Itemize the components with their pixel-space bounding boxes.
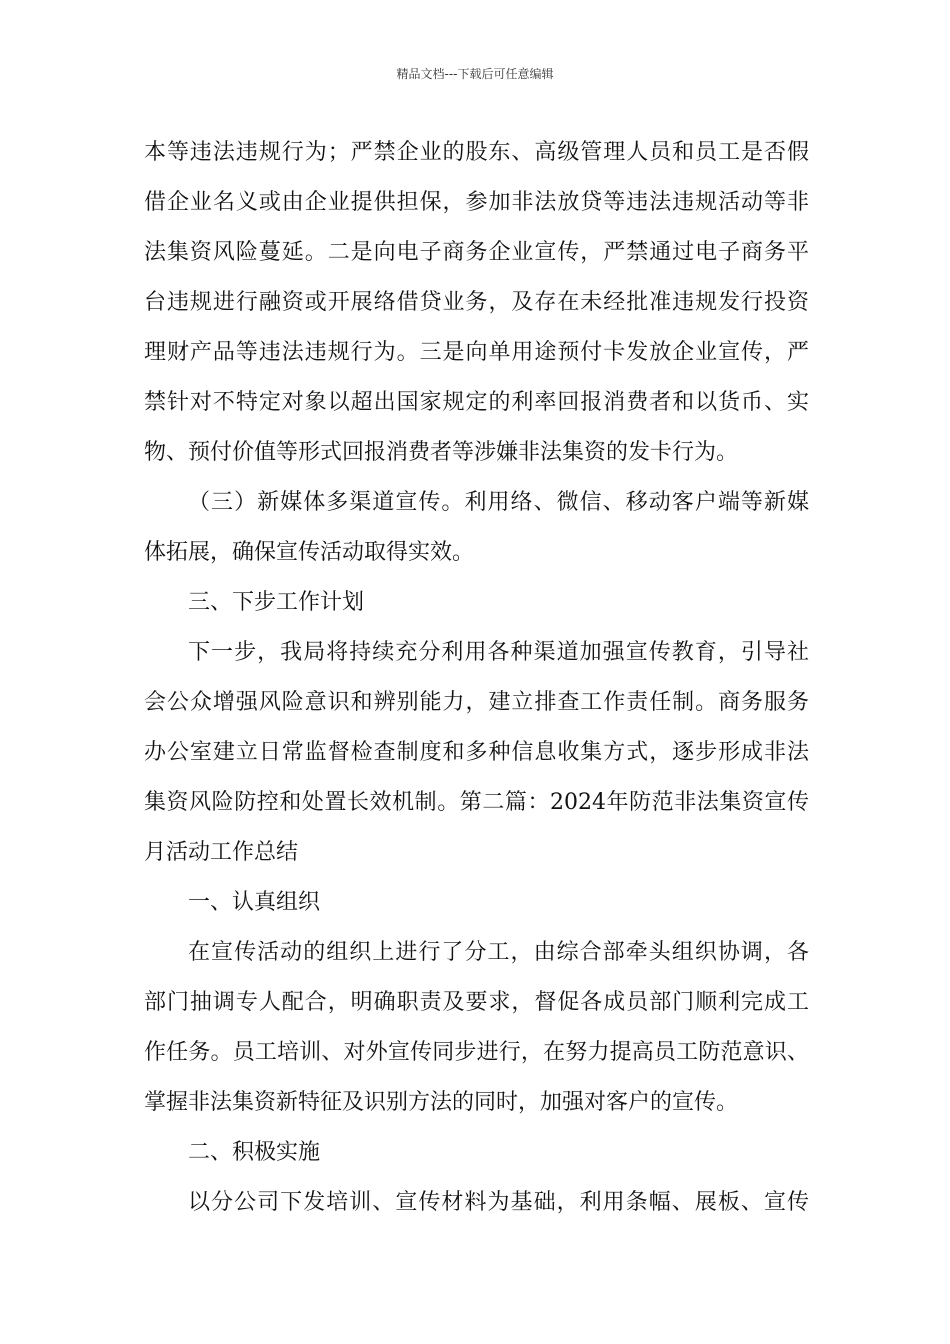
text-line: 会公众增强风险意识和辨别能力，建立排查工作责任制。商务服务 — [144, 690, 809, 715]
section-heading: 三、下步工作计划 — [188, 590, 365, 615]
text-line: 本等违法违规行为；严禁企业的股东、高级管理人员和员工是否假 — [144, 140, 809, 165]
text-line: 禁针对不特定对象以超出国家规定的利率回报消费者和以货币、实 — [144, 390, 809, 415]
paragraph-start: 下一步，我局将持续充分利用各种渠道加强宣传教育，引导社 — [188, 640, 809, 665]
section-heading: 一、认真组织 — [188, 890, 321, 915]
text-line: 部门抽调专人配合，明确职责及要求，督促各成员部门顺利完成工 — [144, 990, 809, 1015]
header-note: 精品文档---下载后可任意编辑 — [396, 67, 554, 81]
document-body — [144, 128, 809, 1228]
text-line: 体拓展，确保宣传活动取得实效。 — [144, 540, 475, 565]
text-line: 物、预付价值等形式回报消费者等涉嫌非法集资的发卡行为。 — [144, 440, 739, 465]
text-line: 集资风险防控和处置长效机制。第二篇：2024年防范非法集资宣传 — [144, 790, 809, 815]
text-line: 理财产品等违法违规行为。三是向单用途预付卡发放企业宣传，严 — [144, 340, 809, 365]
text-line: 掌握非法集资新特征及识别方法的同时，加强对客户的宣传。 — [144, 1090, 739, 1115]
paragraph-start: 以分公司下发培训、宣传材料为基础，利用条幅、展板、宣传 — [188, 1190, 809, 1215]
section-heading: 二、积极实施 — [188, 1140, 321, 1165]
text-line: 月活动工作总结 — [144, 840, 299, 865]
paragraph-start: （三）新媒体多渠道宣传。利用络、微信、移动客户端等新媒 — [188, 490, 809, 515]
text-line: 法集资风险蔓延。二是向电子商务企业宣传，严禁通过电子商务平 — [144, 240, 809, 265]
paragraph-start: 在宣传活动的组织上进行了分工，由综合部牵头组织协调，各 — [188, 940, 809, 965]
text-line: 台违规进行融资或开展络借贷业务，及存在未经批准违规发行投资 — [144, 290, 809, 315]
text-line: 借企业名义或由企业提供担保，参加非法放贷等违法违规活动等非 — [144, 190, 809, 215]
text-line: 办公室建立日常监督检查制度和多种信息收集方式，逐步形成非法 — [144, 740, 809, 765]
text-line: 作任务。员工培训、对外宣传同步进行，在努力提高员工防范意识、 — [144, 1040, 809, 1065]
